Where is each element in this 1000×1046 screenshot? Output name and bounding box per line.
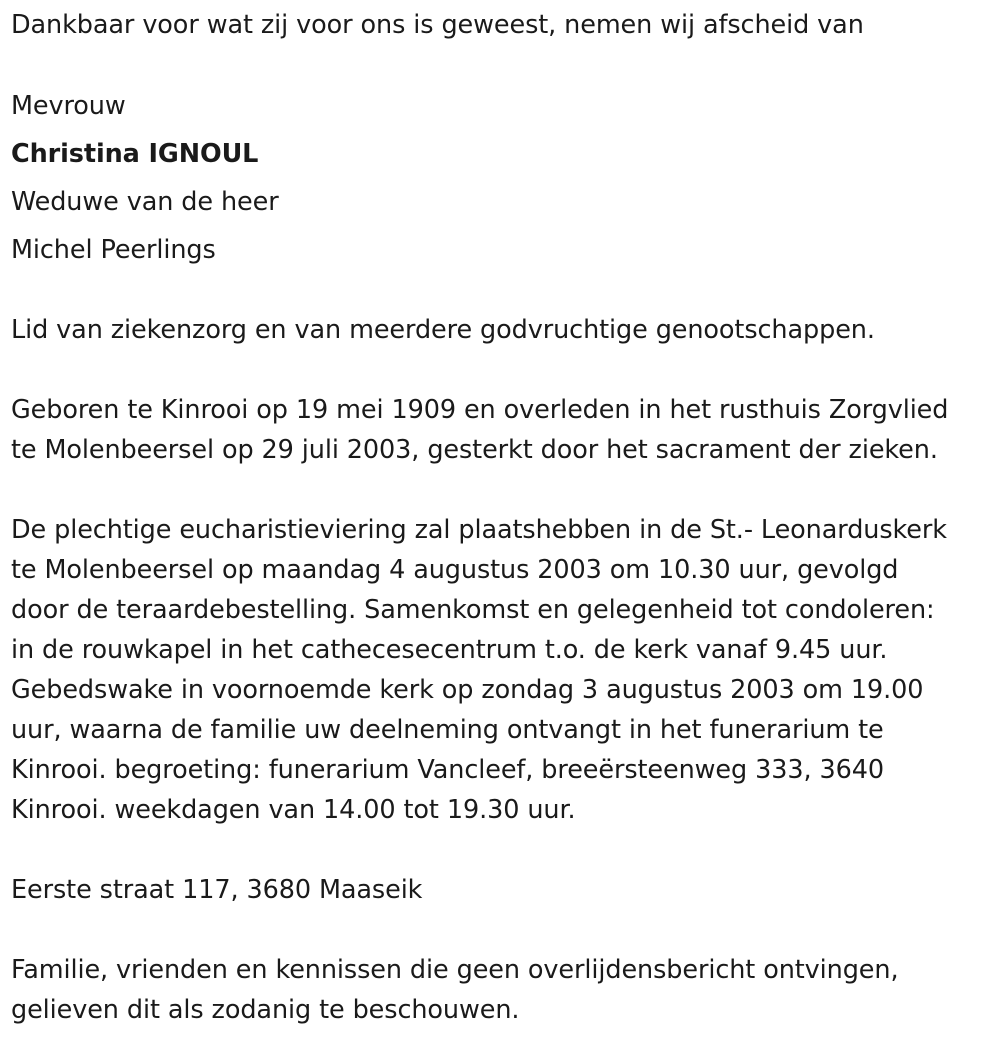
closing-line-1: Familie, vrienden en kennissen die geen overlijdensbericht ontvingen,: [11, 955, 899, 985]
widow-line: Weduwe van de heer: [11, 187, 279, 217]
ceremony-line-8: Kinrooi. weekdagen van 14.00 tot 19.30 uur.: [11, 795, 576, 825]
ceremony-line-5: Gebedswake in voornoemde kerk op zondag 3 augustus 2003 om 19.00: [11, 675, 924, 705]
ceremony-line-4: in de rouwkapel in het cathecesecentrum t.o. de kerk vanaf 9.45 uur.: [11, 635, 888, 665]
ceremony-line-2: te Molenbeersel op maandag 4 augustus 2003 om 10.30 uur, gevolgd: [11, 555, 899, 585]
ceremony-line-7: Kinrooi. begroeting: funerarium Vancleef, breeërsteenweg 333, 3640: [11, 755, 884, 785]
closing-line-2: gelieven dit als zodanig te beschouwen.: [11, 995, 520, 1025]
ceremony-line-6: uur, waarna de familie uw deelneming ontvangt in het funerarium te: [11, 715, 884, 745]
membership-text: Lid van ziekenzorg en van meerdere godvruchtige genootschappen.: [11, 315, 875, 345]
family-address: Eerste straat 117, 3680 Maaseik: [11, 875, 423, 905]
ceremony-line-1: De plechtige eucharistieviering zal plaatshebben in de St.- Leonarduskerk: [11, 515, 947, 545]
deceased-name: Christina IGNOUL: [11, 139, 259, 169]
intro-text: Dankbaar voor wat zij voor ons is geweest, nemen wij afscheid van: [11, 10, 864, 40]
birth-death-line-2: te Molenbeersel op 29 juli 2003, gesterkt door het sacrament der zieken.: [11, 435, 938, 465]
ceremony-line-3: door de teraardebestelling. Samenkomst en gelegenheid tot condoleren:: [11, 595, 935, 625]
salutation: Mevrouw: [11, 91, 126, 121]
spouse-name: Michel Peerlings: [11, 235, 216, 265]
birth-death-line-1: Geboren te Kinrooi op 19 mei 1909 en overleden in het rusthuis Zorgvlied: [11, 395, 949, 425]
